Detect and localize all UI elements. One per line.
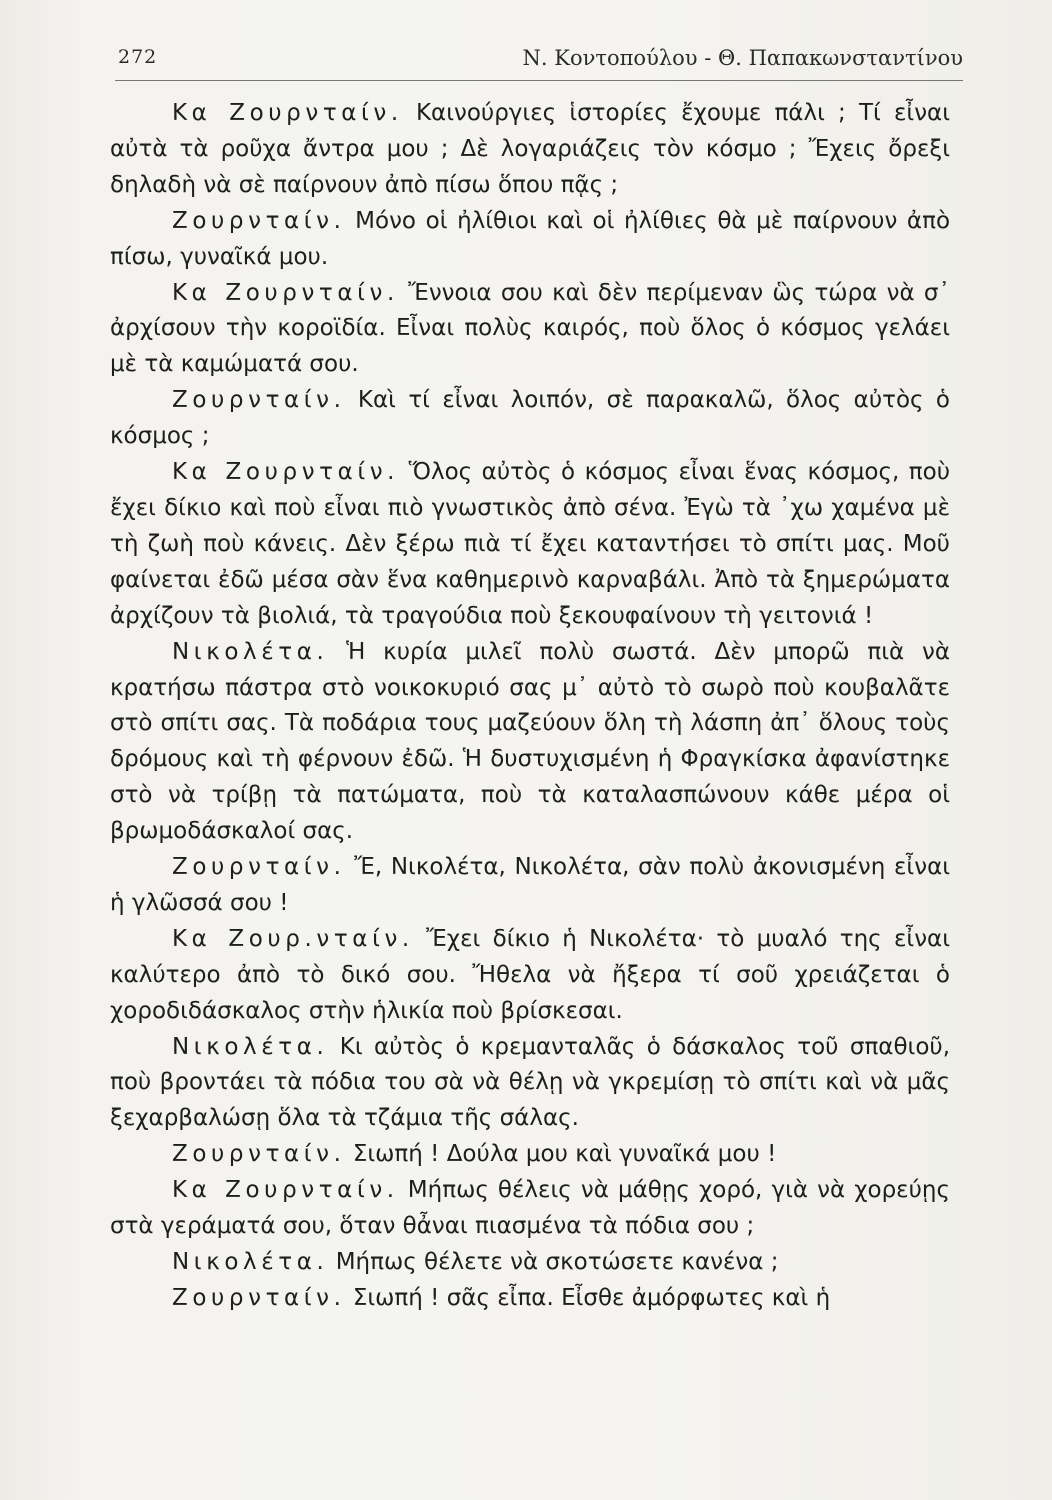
dialogue-text: Σιωπή ! σᾶς εἶπα. Εἶσθε ἀμόρφωτες καὶ ἡ [352, 1284, 831, 1311]
dialogue-text: Ἡ κυρία μιλεῖ πολὺ σωστά. Δὲν μπορῶ πιὰ νὰ κρατήσω πάστρα στὸ νοικοκυριό σας μ᾿ αὐτὸ τὸ σωρὸ ποὺ κουβαλᾶτε στὸ σπίτι σας. Τὰ ποδάρια τους μαζεύουν ὅλη τὴ λάσπη ἀπ᾿ ὅλους τοὺς δρόμους καὶ τὴ φέρνουν ἐδῶ. Ἡ δυστυχισμένη ἡ Φραγκίσκα ἀφανίστηκε στὸ νὰ τρίβῃ τὰ πατώματα, ποὺ τὰ καταλασπώνουν κάθε μέρα οἱ βρωμοδάσκαλοί σας. [110, 638, 951, 845]
speaker-name: Ζουρνταίν. [172, 854, 346, 881]
dialogue-text: Ἔννοια σου καὶ δὲν περίμεναν ὣς τώρα νὰ σ᾿ ἀρχίσουν τὴν κοροϊδία. Εἶναι πολὺς καιρός, ποὺ ὅλος ὁ κόσμος γελάει μὲ τὰ καμώματά σου. [110, 279, 951, 378]
running-head: Ν. Κοντοπούλου - Θ. Παπακωνσταντίνου [522, 46, 963, 70]
speaker-name: Κα Ζουρνταίν. [172, 1177, 399, 1204]
dialogue-text: Μήπως θέλετε νὰ σκοτώσετε κανένα ; [335, 1249, 779, 1275]
dialogue-line [110, 635, 950, 850]
page-number: 272 [118, 46, 158, 68]
dialogue-text: Καινούργιες ἱστορίες ἔχουμε πάλι ; Τί εἶναι αὐτὰ τὰ ροῦχα ἄντρα μου ; Δὲ λογαριάζεις τὸν κόσμο ; Ἔχεις ὄρεξι δηλαδὴ νὰ σὲ παίρνουν ἀπὸ πίσω ὅπου πᾷς ; [110, 100, 950, 198]
dialogue-line [110, 204, 950, 276]
dialogue-line [110, 850, 950, 922]
speaker-name: Ζουρνταίν. [172, 207, 346, 234]
dialogue-body [110, 96, 950, 1317]
dialogue-text: Μήπως θέλεις νὰ μάθῃς χορό, γιὰ νὰ χορεύῃς στὰ γεράματά σου, ὅταν θἆναι πιασμένα τὰ πόδια σου ; [110, 1177, 951, 1240]
speaker-name: Κα Ζουρ.νταίν. [172, 925, 414, 952]
dialogue-line [110, 1173, 950, 1245]
speaker-name: Κα Ζουρνταίν. [172, 459, 400, 486]
dialogue-line [110, 1137, 950, 1173]
page-header [115, 46, 963, 76]
speaker-name: Κα Ζουρνταίν. [172, 100, 403, 126]
dialogue-text: Καὶ τί εἶναι λοιπόν, σὲ παρακαλῶ, ὅλος αὐτὸς ὁ κόσμος ; [110, 387, 950, 450]
dialogue-line [110, 383, 950, 455]
speaker-name: Νικολέτα. [172, 1033, 329, 1060]
dialogue-line [110, 276, 950, 384]
dialogue-line [110, 1281, 950, 1317]
speaker-name: Νικολέτα. [172, 1249, 329, 1275]
speaker-name: Κα Ζουρνταίν. [172, 279, 399, 306]
speaker-name: Ζουρνταίν. [172, 387, 346, 414]
dialogue-line [110, 1030, 950, 1138]
dialogue-line [110, 96, 950, 204]
dialogue-text: Σιωπή ! Δούλα μου καὶ γυναῖκά μου ! [352, 1141, 777, 1168]
dialogue-text: Ὅλος αὐτὸς ὁ κόσμος εἶναι ἕνας κόσμος, ποὺ ἔχει δίκιο καὶ ποὺ εἶναι πιὸ γνωστικὸς ἀπὸ σένα. Ἐγὼ τὰ ᾿χω χαμένα μὲ τὴ ζωὴ ποὺ κάνεις. Δὲν ξέρω πιὰ τί ἔχει καταντήσει τὸ σπίτι μας. Μοῦ φαίνεται ἐδῶ μέσα σὰν ἕνα καθημερινὸ καρναβάλι. Ἀπὸ τὰ ξημερώματα ἀρχίζουν τὰ βιολιά, τὰ τραγούδια ποὺ ξεκουφαίνουν τὴ γειτονιά ! [110, 459, 951, 629]
speaker-name: Ζουρνταίν. [172, 1141, 346, 1168]
dialogue-text: Μόνο οἱ ἠλίθιοι καὶ οἱ ἠλίθιες θὰ μὲ παίρνουν ἀπὸ πίσω, γυναῖκά μου. [110, 207, 951, 270]
speaker-name: Ζουρνταίν. [172, 1284, 346, 1311]
header-rule [115, 80, 963, 81]
dialogue-text: Ἔχει δίκιο ἡ Νικολέτα· τὸ μυαλό της εἶναι καλύτερο ἀπὸ τὸ δικό σου. Ἤθελα νὰ ἤξερα τί σοῦ χρειάζεται ὁ χοροδιδάσκαλος στὴν ἡλικία ποὺ βρίσκεσαι. [110, 925, 950, 1024]
dialogue-line [110, 1245, 950, 1281]
speaker-name: Νικολέτα. [172, 638, 329, 665]
dialogue-line [110, 922, 950, 1030]
dialogue-text: Ἔ, Νικολέτα, Νικολέτα, σὰν πολὺ ἀκονισμένη εἶναι ἡ γλῶσσά σου ! [110, 854, 951, 916]
dialogue-line [110, 455, 950, 635]
dialogue-text: Κι αὐτὸς ὁ κρεμανταλᾶς ὁ δάσκαλος τοῦ σπαθιοῦ, ποὺ βροντάει τὰ πόδια του σὰ νὰ θέλῃ νὰ γκρεμίσῃ τὸ σπίτι καὶ νὰ μᾶς ξεχαρβαλώσῃ ὅλα τὰ τζάμια τῆς σάλας. [110, 1033, 951, 1132]
